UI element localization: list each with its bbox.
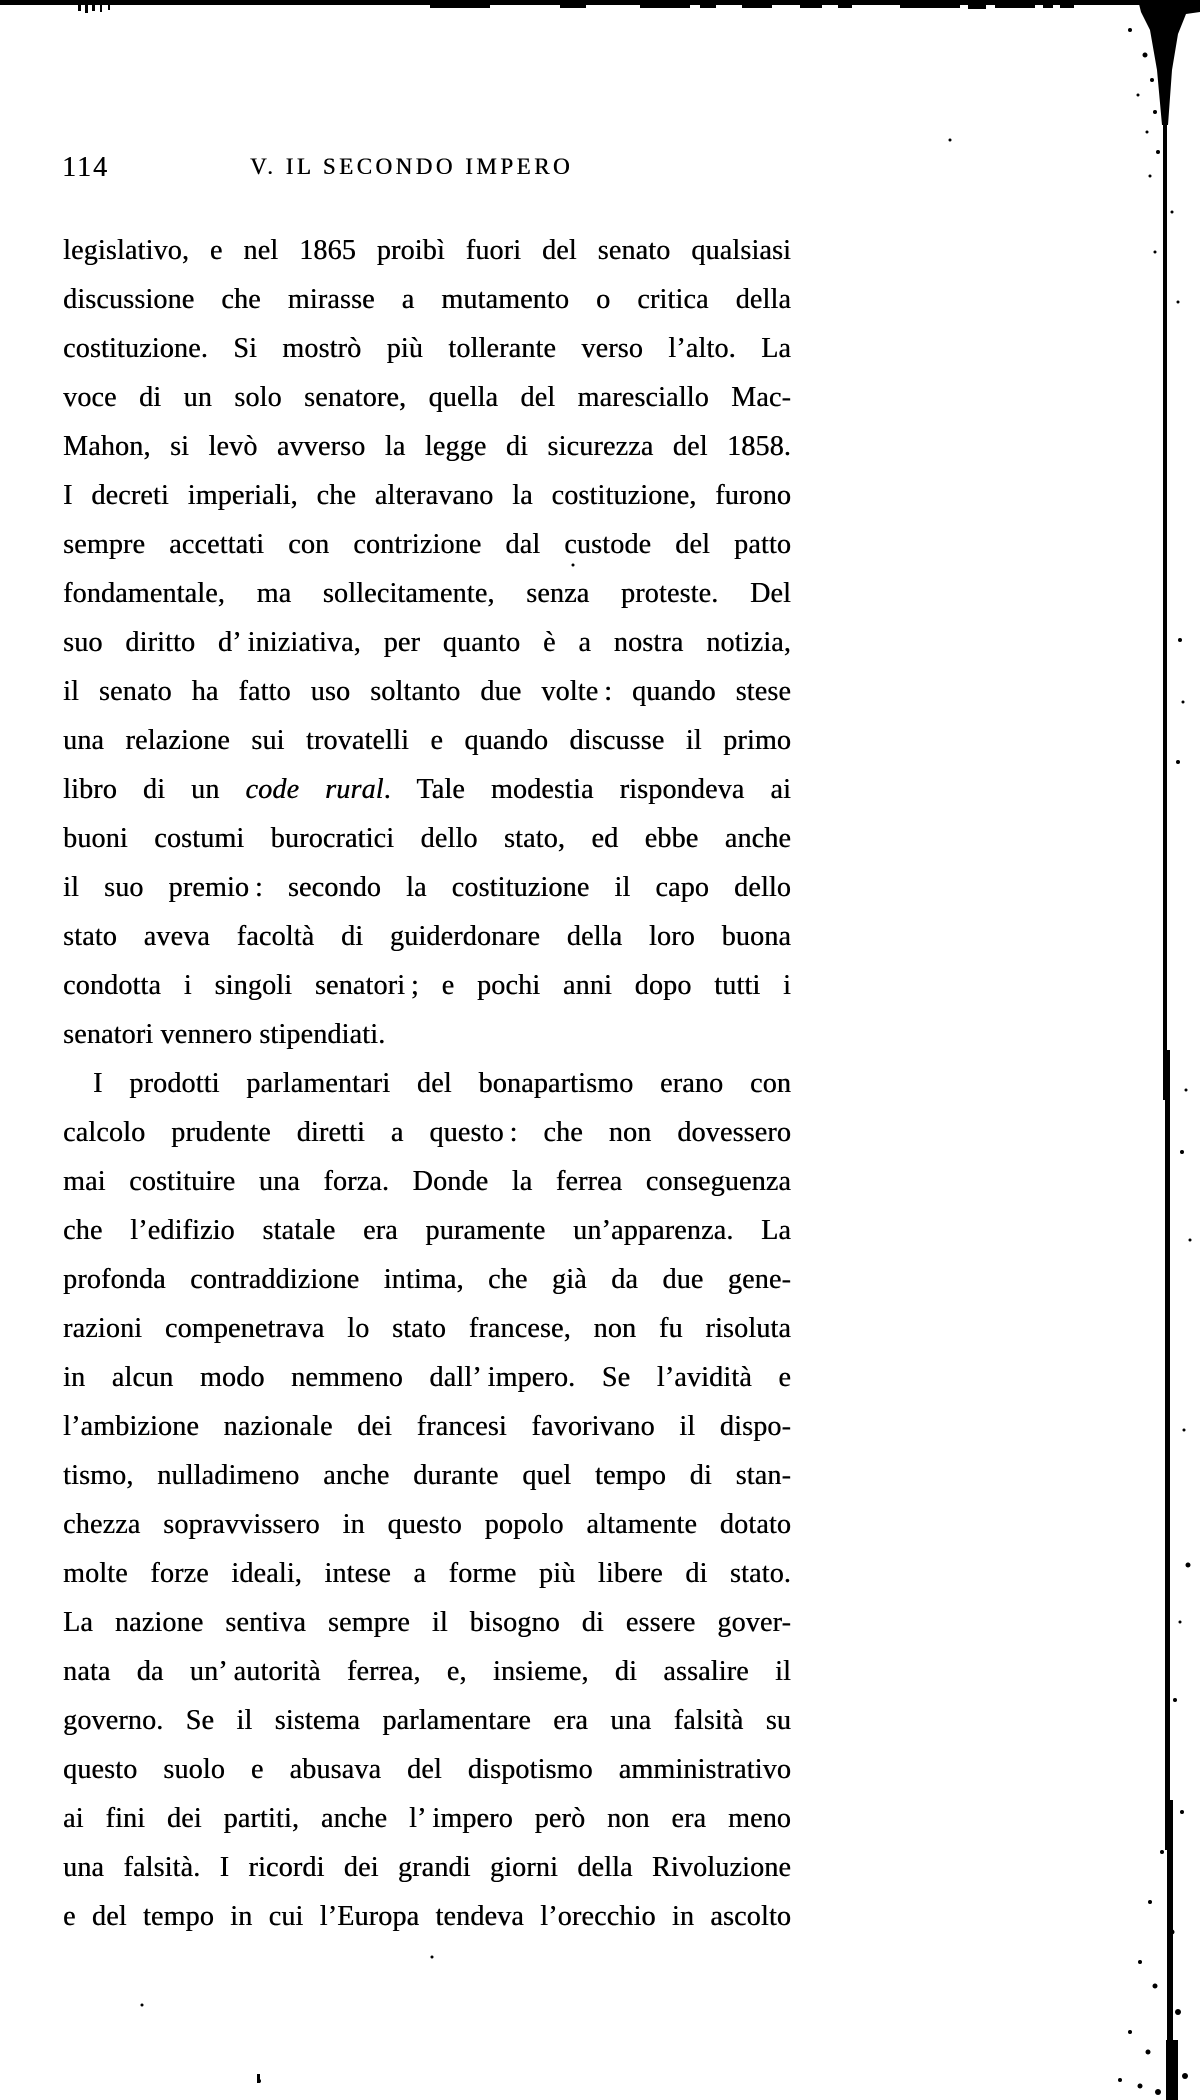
text-line: calcolo prudente diretti a questo : che non dovessero (63, 1117, 791, 1148)
page-number: 114 (62, 152, 109, 183)
text-line: ai fini dei partiti, anche l’ impero però non era meno (63, 1803, 791, 1834)
text-line: questo suolo e abusava del dispotismo amministrativo (63, 1754, 791, 1785)
text-line: voce di un solo senatore, quella del maresciallo Mac- (63, 382, 791, 413)
text-line: in alcun modo nemmeno dall’ impero. Se l’avidità e (63, 1362, 791, 1393)
top-edge-artifact (0, 0, 1200, 13)
corner-blob-artifact (1138, 0, 1200, 125)
text-line: nata da un’ autorità ferrea, e, insieme, di assalire il (63, 1656, 791, 1687)
text-line: razioni compenetrava lo stato francese, non fu risoluta (63, 1313, 791, 1344)
text-line: Mahon, si levò avverso la legge di sicurezza del 1858. (63, 431, 791, 462)
text-line: stato aveva facoltà di guiderdonare della loro buona (63, 921, 791, 952)
text-line: governo. Se il sistema parlamentare era una falsità su (63, 1705, 791, 1736)
italic-phrase: code rural (245, 774, 384, 805)
text-line: chezza sopravvissero in questo popolo altamente dotato (63, 1509, 791, 1540)
text-line: profonda contraddizione intima, che già da due gene- (63, 1264, 791, 1295)
running-head: V. IL SECONDO IMPERO (250, 154, 574, 179)
text-line: buoni costumi burocratici dello stato, ed ebbe anche (63, 823, 791, 854)
text-line: molte forze ideali, intese a forme più libere di stato. (63, 1558, 791, 1589)
text-line: suo diritto d’ iniziativa, per quanto è a nostra notizia, (63, 627, 791, 658)
text-line: discussione che mirasse a mutamento o critica della (63, 284, 791, 315)
text-line: fondamentale, ma sollecitamente, senza proteste. Del (63, 578, 791, 609)
text-line: una falsità. I ricordi dei grandi giorni della Rivoluzione (63, 1852, 791, 1883)
text-line: tismo, nulladimeno anche durante quel tempo di stan- (63, 1460, 791, 1491)
text-line (63, 765, 791, 814)
text-line: costituzione. Si mostrò più tollerante verso l’alto. La (63, 333, 791, 364)
text-line: l’ambizione nazionale dei francesi favorivano il dispo- (63, 1411, 791, 1442)
text-line: che l’edifizio statale era puramente un’apparenza. La (63, 1215, 791, 1246)
text-line: il suo premio : secondo la costituzione il capo dello (63, 872, 791, 903)
page-header (0, 148, 1200, 188)
text-line: La nazione sentiva sempre il bisogno di essere gover- (63, 1607, 791, 1638)
text-line: e del tempo in cui l’Europa tendeva l’orecchio in ascolto (63, 1901, 791, 1932)
text-line: I prodotti parlamentari del bonapartismo erano con (93, 1068, 791, 1099)
text-line: sempre accettati con contrizione dal custode del patto (63, 529, 791, 560)
text-line: una relazione sui trovatelli e quando discusse il primo (63, 725, 791, 756)
text-block (63, 226, 791, 1941)
binding-line-artifact (1163, 100, 1178, 2100)
text-line: senatori vennero stipendiati. (63, 1019, 386, 1050)
text-segment: libro di un (63, 774, 246, 805)
text-line: il senato ha fatto uso soltanto due volte : quando stese (63, 676, 791, 707)
text-line: condotta i singoli senatori ; e pochi anni dopo tutti i (63, 970, 791, 1001)
text-line: legislativo, e nel 1865 proibì fuori del senato qualsiasi (63, 235, 791, 266)
text-segment: . Tale modestia rispondeva ai (383, 774, 791, 805)
text-line: I decreti imperiali, che alteravano la costituzione, furono (63, 480, 791, 511)
text-line: mai costituire una forza. Donde la ferrea conseguenza (63, 1166, 791, 1197)
